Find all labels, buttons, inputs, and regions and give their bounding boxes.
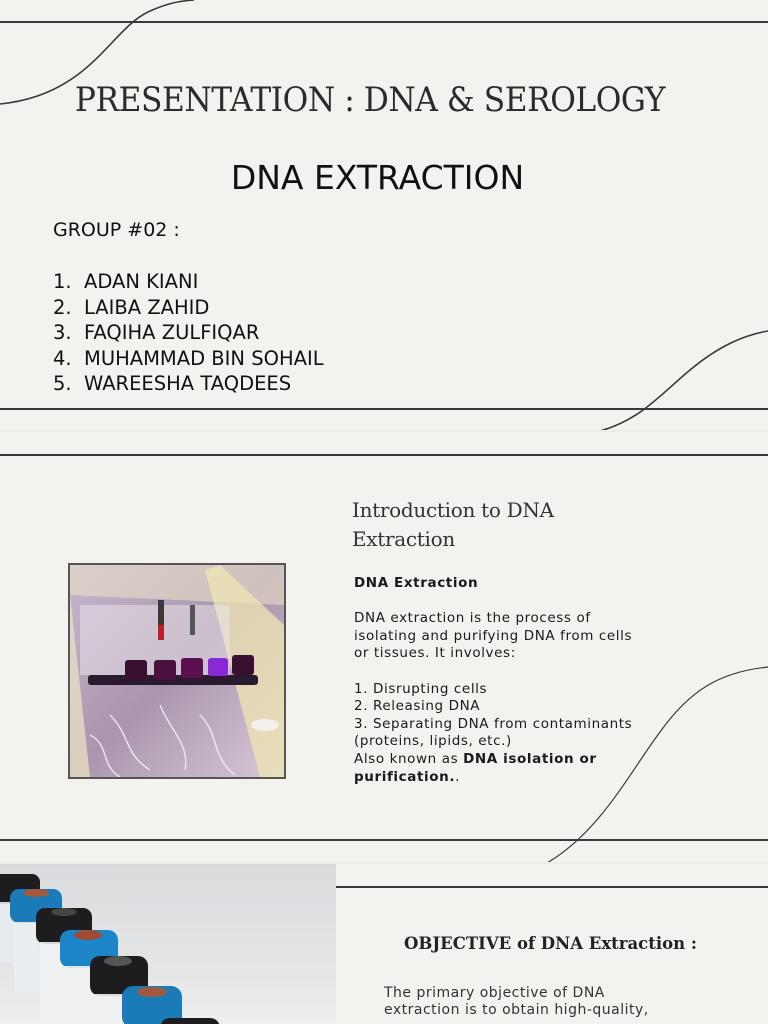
- group-label: GROUP #02 :: [53, 219, 180, 241]
- introduction-slide: [0, 432, 768, 862]
- member-name: ADAN KIANI: [84, 270, 199, 293]
- body-line: extraction is to obtain high-quality,: [384, 1002, 649, 1018]
- lab-photo: [68, 563, 286, 779]
- body-line: DNA extraction is the process of: [354, 610, 591, 627]
- step-item: 1. Disrupting cells: [354, 680, 488, 697]
- list-item: 4. MUHAMMAD BIN SOHAIL: [53, 346, 324, 370]
- step-item: 2. Releasing DNA: [354, 698, 481, 715]
- objective-body: [384, 985, 684, 1019]
- slide-heading: DNA EXTRACTION: [230, 158, 525, 197]
- list-item: 2. LAIBA ZAHID: [53, 295, 210, 319]
- member-name: FAQIHA ZULFIQAR: [84, 321, 260, 344]
- body-line: or tissues. It involves:: [354, 645, 516, 662]
- title-line: Extraction: [352, 527, 455, 551]
- step-item: (proteins, lipids, etc.): [354, 733, 512, 750]
- step-item: 3. Separating DNA from contaminants: [354, 715, 633, 732]
- objective-title: OBJECTIVE of DNA Extraction :: [404, 934, 697, 953]
- also-known-as: purification..: [354, 768, 460, 785]
- intro-body: [354, 575, 684, 786]
- member-name: MUHAMMAD BIN SOHAIL: [84, 346, 324, 370]
- presentation-title: PRESENTATION : DNA & SEROLOGY: [74, 80, 666, 120]
- body-line: isolating and purifying DNA from cells: [354, 627, 633, 644]
- member-name: LAIBA ZAHID: [84, 295, 210, 319]
- objective-slide: [0, 864, 768, 1024]
- list-item: 1. ADAN KIANI: [53, 270, 199, 293]
- body-line: The primary objective of DNA: [384, 985, 605, 1001]
- vials-image: [0, 864, 336, 1024]
- bottom-right-curve: [600, 331, 768, 430]
- title-slide: [0, 0, 768, 430]
- member-list: [53, 269, 324, 397]
- gel-tubes-image: [70, 565, 284, 777]
- list-item: 5. WAREESHA TAQDEES: [53, 372, 292, 395]
- subheading: DNA Extraction: [354, 575, 479, 591]
- also-known-as: Also known as DNA isolation or: [354, 750, 597, 767]
- intro-title: [352, 496, 652, 554]
- title-line: Introduction to DNA: [352, 498, 554, 522]
- list-item: 3. FAQIHA ZULFIQAR: [53, 321, 260, 344]
- vials-photo: [0, 864, 336, 1024]
- member-name: WAREESHA TAQDEES: [84, 372, 292, 395]
